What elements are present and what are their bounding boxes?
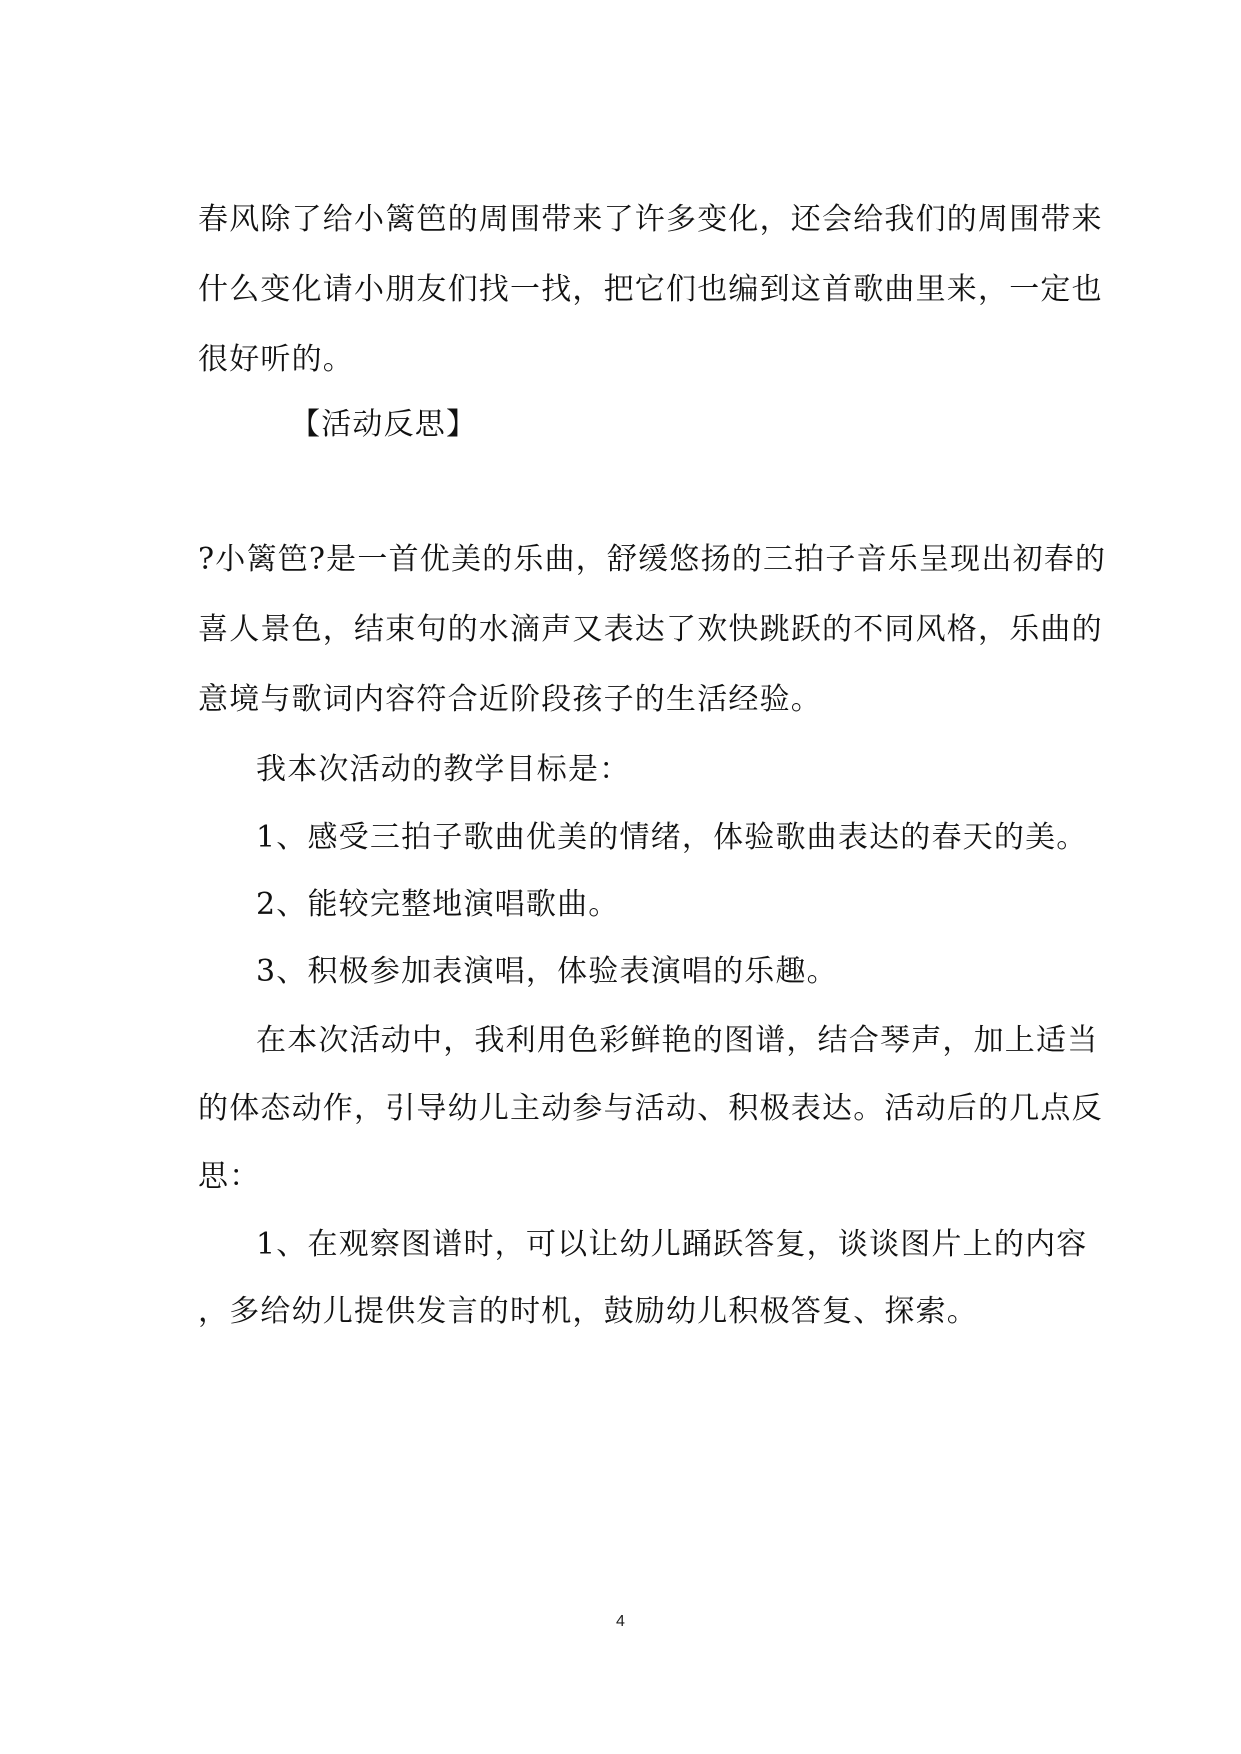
goal-item-3: 3、积极参加表演唱，体验表演唱的乐趣。 — [256, 954, 838, 989]
paragraph-2-line-2: 喜人景色，结束句的水滴声又表达了欢快跳跃的不同风格，乐曲的 — [198, 612, 1103, 647]
paragraph-5-line-2: ，多给幼儿提供发言的时机，鼓励幼儿积极答复、探索。 — [198, 1294, 978, 1329]
paragraph-4-line-2: 的体态动作，引导幼儿主动参与活动、积极表达。活动后的几点反 — [198, 1091, 1103, 1126]
paragraph-3: 我本次活动的教学目标是： — [256, 752, 631, 787]
paragraph-1-line-2: 什么变化请小朋友们找一找，把它们也编到这首歌曲里来，一定也 — [198, 272, 1103, 307]
goal-item-1: 1、感受三拍子歌曲优美的情绪，体验歌曲表达的春天的美。 — [256, 820, 1088, 855]
paragraph-2-line-1: ?小篱笆?是一首优美的乐曲，舒缓悠扬的三拍子音乐呈现出初春的 — [198, 542, 1107, 577]
paragraph-2-line-3: 意境与歌词内容符合近阶段孩子的生活经验。 — [198, 682, 822, 717]
page-number: 4 — [616, 1613, 625, 1630]
paragraph-5-line-1: 1、在观察图谱时，可以让幼儿踊跃答复，谈谈图片上的内容 — [256, 1227, 1088, 1262]
paragraph-1-line-3: 很好听的。 — [198, 342, 354, 377]
paragraph-4-line-3: 思： — [198, 1159, 261, 1194]
paragraph-4-line-1: 在本次活动中，我利用色彩鲜艳的图谱，结合琴声，加上适当 — [256, 1023, 1099, 1058]
paragraph-1-line-1: 春风除了给小篱笆的周围带来了许多变化，还会给我们的周围带来 — [198, 202, 1103, 237]
goal-item-2: 2、能较完整地演唱歌曲。 — [256, 887, 620, 922]
section-heading: 【活动反思】 — [290, 407, 478, 442]
